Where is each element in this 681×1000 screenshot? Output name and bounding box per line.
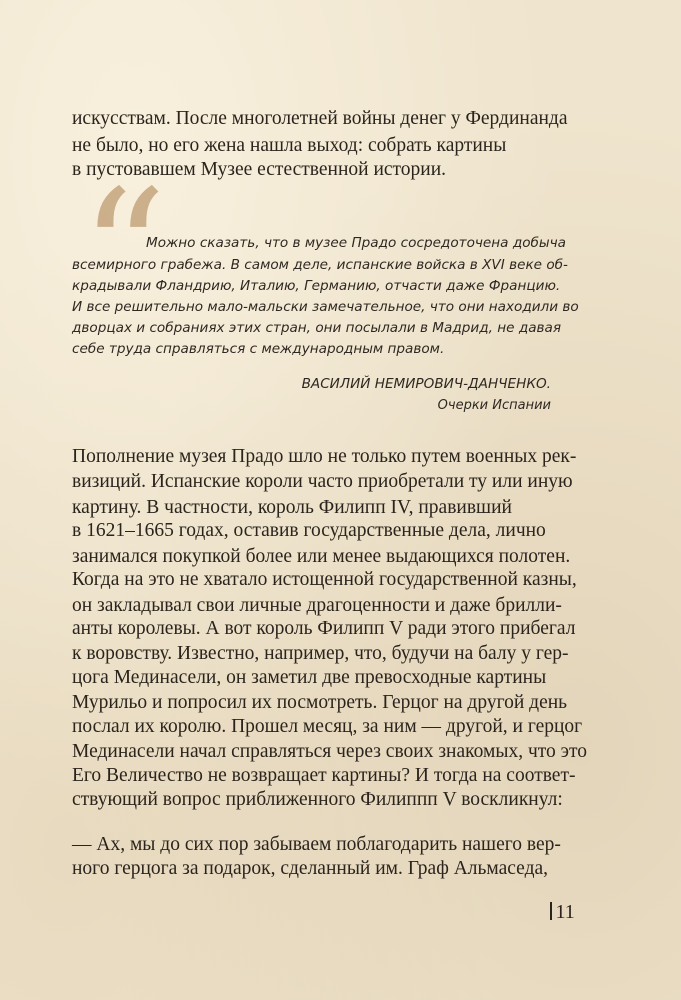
- intro-line: в пустовавшем Музее естественной истории.: [72, 159, 447, 180]
- quote-source-title: Очерки Испании: [437, 398, 551, 413]
- body-line: занимался покупкой более или менее выдающихся полотен.: [72, 546, 571, 567]
- quote-line: Можно сказать, что в музее Прадо сосредоточена добыча: [146, 235, 567, 251]
- body-line: Пополнение музея Прадо шло не только путем военных рек-: [72, 446, 577, 467]
- quote-author: ВАСИЛИЙ НЕМИРОВИЧ-ДАНЧЕНКО.: [301, 376, 551, 392]
- body-line: Его Величество не возвращает картины? И тогда на соответ-: [72, 765, 576, 786]
- quote-line: И все решительно мало-мальски замечательное, что они находили во: [72, 299, 579, 315]
- body-line: послал их королю. Прошел месяц, за ним — другой, и герцог: [72, 716, 583, 737]
- body-line: картину. В частности, король Филипп IV, правивший: [72, 497, 512, 518]
- quote-line: всемирного грабежа. В самом деле, испанские войска в XVI веке об-: [72, 257, 568, 273]
- quote-line: крадывали Фландрию, Италию, Германию, отчасти даже Францию.: [72, 278, 561, 294]
- body-line: Мурильо и попросил их посмотреть. Герцог на другой день: [72, 692, 568, 713]
- page-number: [550, 901, 575, 924]
- body-line: цога Мединасели, он заметил две превосходные картины: [72, 667, 547, 688]
- body-line: Когда на это не хватало истощенной государственной казны,: [72, 569, 577, 590]
- body-line: анты королевы. А вот король Филипп V ради этого прибегал: [72, 618, 576, 639]
- page-number-divider: [550, 902, 552, 920]
- intro-line: искусствам. После многолетней войны денег у Фердинанда: [72, 108, 568, 129]
- body-line: к воровству. Известно, например, что, будучи на балу у гер-: [72, 643, 569, 664]
- body-line: в 1621–1665 годах, оставив государственные дела, лично: [72, 520, 546, 541]
- quote-line: дворцах и собраниях этих стран, они посылали в Мадрид, не давая: [72, 320, 562, 336]
- closing-line: ного герцога за подарок, сделанный им. Граф Альмаседа,: [72, 858, 549, 879]
- intro-line: не было, но его жена нашла выход: собрать картины: [72, 135, 507, 156]
- body-line: визиций. Испанские короли часто приобретали ту или иную: [72, 471, 573, 492]
- quotation-mark-icon: “: [80, 154, 167, 352]
- quote-line: себе труда справляться с международным правом.: [72, 341, 445, 357]
- page-number-value: 11: [555, 901, 575, 923]
- body-line: он закладывал свои личные драгоценности и даже брилли-: [72, 595, 562, 616]
- body-line: ствующий вопрос приближенного Филиппп V воскликнул:: [72, 789, 563, 810]
- closing-line: — Ах, мы до сих пор забываем поблагодарить нашего вер-: [72, 834, 561, 855]
- body-line: Мединасели начал справляться через своих знакомых, что это: [72, 741, 588, 762]
